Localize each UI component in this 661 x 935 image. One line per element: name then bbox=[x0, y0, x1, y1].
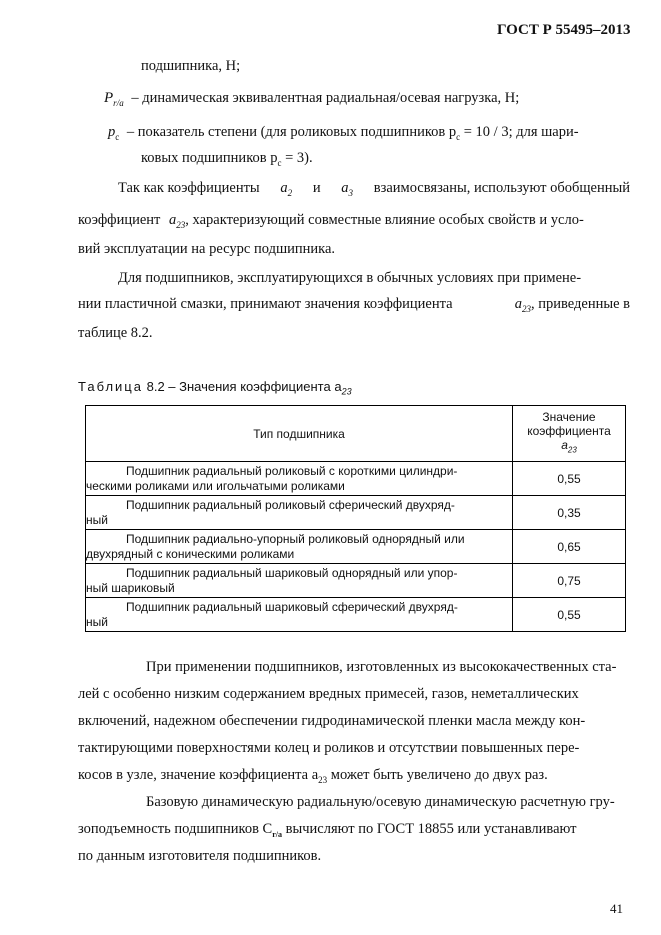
para3-line2: лей с особенно низким содержанием вредных примесей, газов, неметаллических bbox=[78, 686, 579, 702]
bearing-type: Подшипник радиальный роликовый с короткими цилиндри- ческими роликами или игольчатыми роликами bbox=[86, 462, 513, 496]
table-caption bbox=[78, 379, 352, 397]
p-subscript-r: r bbox=[113, 97, 117, 108]
para3-line3: включений, надежном обеспечении гидродинамической пленки масла между кон- bbox=[78, 713, 586, 729]
coef-value: 0,35 bbox=[513, 496, 626, 530]
para2-text-a: нии пластичной смазки, принимают значения коэффициента bbox=[78, 296, 453, 312]
coef-a23-inline: $a_{23}$ bbox=[514, 296, 531, 314]
header-value-line2: коэффициента bbox=[527, 423, 611, 438]
coef-value: 0,55 bbox=[513, 462, 626, 496]
header-value-symbol: $a_{23}$ bbox=[561, 437, 577, 455]
bearing-type: Подшипник радиальный шариковый однорядный или упор- ный шариковый bbox=[86, 564, 513, 598]
para1-line2 bbox=[78, 210, 584, 235]
bearing-type: Подшипник радиальный роликовый сферический двухряд- ный bbox=[86, 496, 513, 530]
table-row bbox=[86, 462, 626, 496]
pc-text-1b: = 10 / 3; для шари- bbox=[460, 124, 579, 140]
definition-pc-line2: ковых подшипников $p_c = 3$). bbox=[141, 150, 313, 168]
pc-text-2b: = 3). bbox=[281, 150, 313, 166]
para1-text-c: коэффициент bbox=[78, 212, 161, 228]
para1-text-b: взаимосвязаны, используют обобщенный bbox=[373, 180, 630, 196]
para2-text-b: , приведенные в bbox=[530, 296, 630, 312]
para3-sub: 23 bbox=[318, 774, 328, 785]
coefficient-table bbox=[85, 405, 626, 632]
para4-sub: r/a bbox=[272, 829, 283, 839]
header-type: Тип подшипника bbox=[86, 406, 513, 462]
para2-line2 bbox=[78, 294, 630, 319]
para2-line1: Для подшипников, эксплуатирующихся в обычных условиях при примене- bbox=[118, 270, 582, 286]
para1-and: и bbox=[312, 180, 321, 196]
para4-line3: по данным изготовителя подшипников. bbox=[78, 848, 322, 864]
pc-symbol: p bbox=[108, 124, 116, 140]
caption-sub: 23 bbox=[341, 386, 352, 397]
coef-value: 0,75 bbox=[513, 564, 626, 598]
para4-line1: Базовую динамическую радиальную/осевую динамическую расчетную гру- bbox=[146, 794, 615, 810]
page-number: 41 bbox=[610, 901, 623, 916]
para4-text-a: зоподъемность подшипников C bbox=[78, 821, 273, 837]
pc-text-2: ковых подшипников p bbox=[141, 150, 278, 166]
coef-value: 0,65 bbox=[513, 530, 626, 564]
para1-line1 bbox=[118, 178, 630, 203]
caption-text: 8.2 – Значения коэффициента a bbox=[146, 379, 342, 394]
coef-a23: $a_{23}$ bbox=[169, 212, 186, 230]
para3-line4: тактирующими поверхностями колец и роликов и отсутствии повышенных пере- bbox=[78, 740, 580, 756]
para4-line2 bbox=[78, 819, 577, 845]
p-definition-text: – динамическая эквивалентная радиальная/осевая нагрузка, Н; bbox=[131, 90, 520, 106]
para3-line1: При применении подшипников, изготовленных из высококачественных ста- bbox=[146, 659, 617, 675]
para3-line5 bbox=[78, 765, 548, 790]
definition-p-load: $P_{r/a}$ – динамическая эквивалентная радиальная/осевая нагрузка, Н; bbox=[104, 90, 520, 108]
table-row bbox=[86, 530, 626, 564]
para2-coef-and-text bbox=[515, 294, 630, 319]
table-row bbox=[86, 564, 626, 598]
p-subscript-a: a bbox=[119, 97, 124, 108]
para2-line3: таблице 8.2. bbox=[78, 325, 153, 341]
standard-header: ГОСТ Р 55495–2013 bbox=[497, 22, 631, 38]
table-header-row bbox=[86, 406, 626, 462]
para3-text-b: может быть увеличено до двух раз. bbox=[327, 767, 548, 783]
definition-continuation: подшипника, Н; bbox=[141, 58, 241, 74]
header-value bbox=[513, 406, 626, 462]
para1-line3: вий эксплуатации на ресурс подшипника. bbox=[78, 241, 336, 257]
table-row bbox=[86, 496, 626, 530]
header-value-line1: Значение bbox=[542, 409, 596, 424]
pc-text-1: – показатель степени (для роликовых подшипников p bbox=[126, 124, 457, 140]
pc-subscript: c bbox=[115, 131, 120, 142]
para1-text-d: , характеризующий совместные влияние особых свойств и усло- bbox=[185, 212, 584, 228]
caption-word: Таблица bbox=[78, 379, 143, 394]
para3-text-a: косов в узле, значение коэффициента a bbox=[78, 767, 319, 783]
coef-a2: $a_2$ bbox=[280, 180, 293, 198]
bearing-type: Подшипник радиальный шариковый сферический двухряд- ный bbox=[86, 598, 513, 632]
definition-pc: $p_c$ – показатель степени (для роликовых подшипников $p_c = 10 / 3$; для шари- bbox=[108, 124, 579, 142]
coef-value: 0,55 bbox=[513, 598, 626, 632]
para4-text-b: вычисляют по ГОСТ 18855 или устанавливают bbox=[282, 821, 577, 837]
coef-a3: $a_3$ bbox=[341, 180, 354, 198]
table-row bbox=[86, 598, 626, 632]
bearing-type: Подшипник радиально-упорный роликовый однорядный или двухрядный с коническими роликами bbox=[86, 530, 513, 564]
p-symbol: P bbox=[104, 90, 114, 106]
para1-text-a: Так как коэффициенты bbox=[118, 180, 260, 196]
